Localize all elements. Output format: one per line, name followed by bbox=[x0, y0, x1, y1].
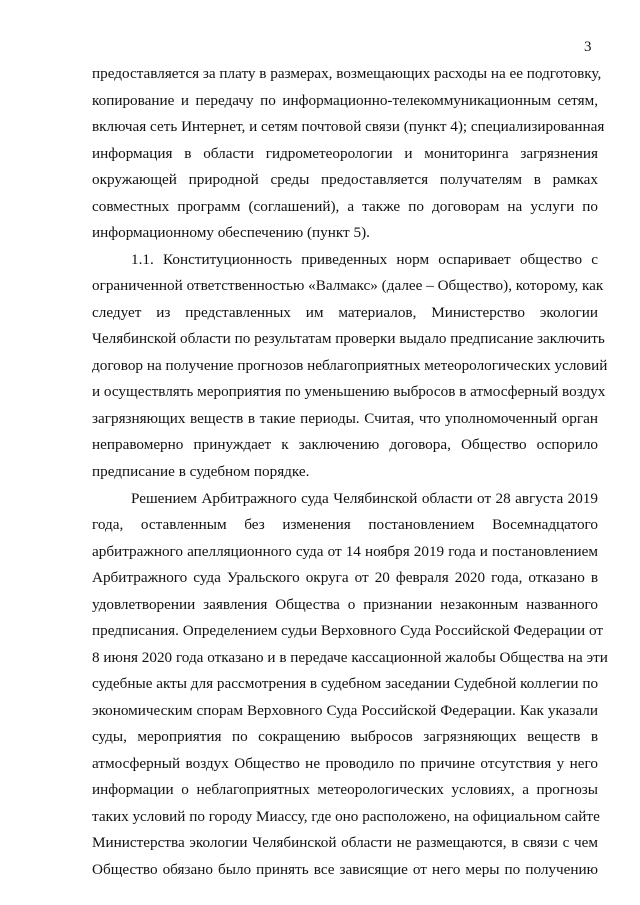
text-line: и осуществлять мероприятия по уменьшению выбросов в атмосферный воздух bbox=[92, 383, 606, 400]
text-line: информации о неблагоприятных метеорологических условиях, а прогнозы bbox=[92, 781, 598, 798]
text-line: арбитражного апелляционного суда от 14 ноября 2019 года и постановлением bbox=[92, 543, 598, 560]
text-line: судебные акты для рассмотрения в судебном заседании Судебной коллегии по bbox=[92, 675, 599, 692]
text-line: суды, мероприятия по сокращению выбросов загрязняющих веществ в bbox=[92, 728, 598, 745]
text-line: копирование и передачу по информационно-телекоммуникационным сетям, bbox=[92, 92, 598, 109]
text-line: совместных программ (соглашений), а также по договорам на услуги по bbox=[92, 198, 598, 215]
text-line: информационному обеспечению (пункт 5). bbox=[92, 224, 370, 241]
text-line: предоставляется за плату в размерах, возмещающих расходы на ее подготовку, bbox=[92, 65, 602, 82]
text-line: следует из представленных им материалов, Министерство экологии bbox=[92, 304, 598, 321]
text-line: Министерства экологии Челябинской области не размещаются, в связи с чем bbox=[92, 834, 598, 851]
text-line: неправомерно принуждает к заключению договора, Общество оспорило bbox=[92, 436, 598, 453]
page-number: 3 bbox=[584, 39, 592, 55]
text-line: Челябинской области по результатам проверки выдало предписание заключить bbox=[92, 330, 605, 347]
text-line: окружающей природной среды предоставляется получателям в рамках bbox=[92, 171, 598, 188]
paragraph-first-line: Решением Арбитражного суда Челябинской области от 28 августа 2019 bbox=[131, 490, 598, 507]
text-line: информация в области гидрометеорологии и мониторинга загрязнения bbox=[92, 145, 598, 162]
text-line: включая сеть Интернет, и сетям почтовой связи (пункт 4); специализированная bbox=[92, 118, 605, 135]
text-line: Общество обязано было принять все зависящие от него меры по получению bbox=[92, 861, 598, 878]
text-line: предписание в судебном порядке. bbox=[92, 463, 310, 480]
text-line: 8 июня 2020 года отказано и в передаче кассационной жалобы Общества на эти bbox=[92, 649, 608, 666]
text-line: атмосферный воздух Общество не проводило по причине отсутствия у него bbox=[92, 755, 598, 772]
paragraph-first-line: 1.1. Конституционность приведенных норм оспаривает общество с bbox=[131, 251, 598, 268]
text-line: загрязняющих веществ в такие периоды. Считая, что уполномоченный орган bbox=[92, 410, 598, 427]
text-line: договор на получение прогнозов неблагоприятных метеорологических условий bbox=[92, 357, 608, 374]
text-line: Арбитражного суда Уральского округа от 20 февраля 2020 года, отказано в bbox=[92, 569, 598, 586]
text-line: предписания. Определением судьи Верховного Суда Российской Федерации от bbox=[92, 622, 603, 639]
text-line: года, оставленным без изменения постановлением Восемнадцатого bbox=[92, 516, 598, 533]
text-line: экономическим спорам Верховного Суда Российской Федерации. Как указали bbox=[92, 702, 598, 719]
text-line: таких условий по городу Миассу, где оно расположено, на официальном сайте bbox=[92, 808, 600, 825]
text-line: ограниченной ответственностью «Валмакс» (далее – Общество), которому, как bbox=[92, 277, 604, 294]
text-line: удовлетворении заявления Общества о признании незаконным названного bbox=[92, 596, 598, 613]
